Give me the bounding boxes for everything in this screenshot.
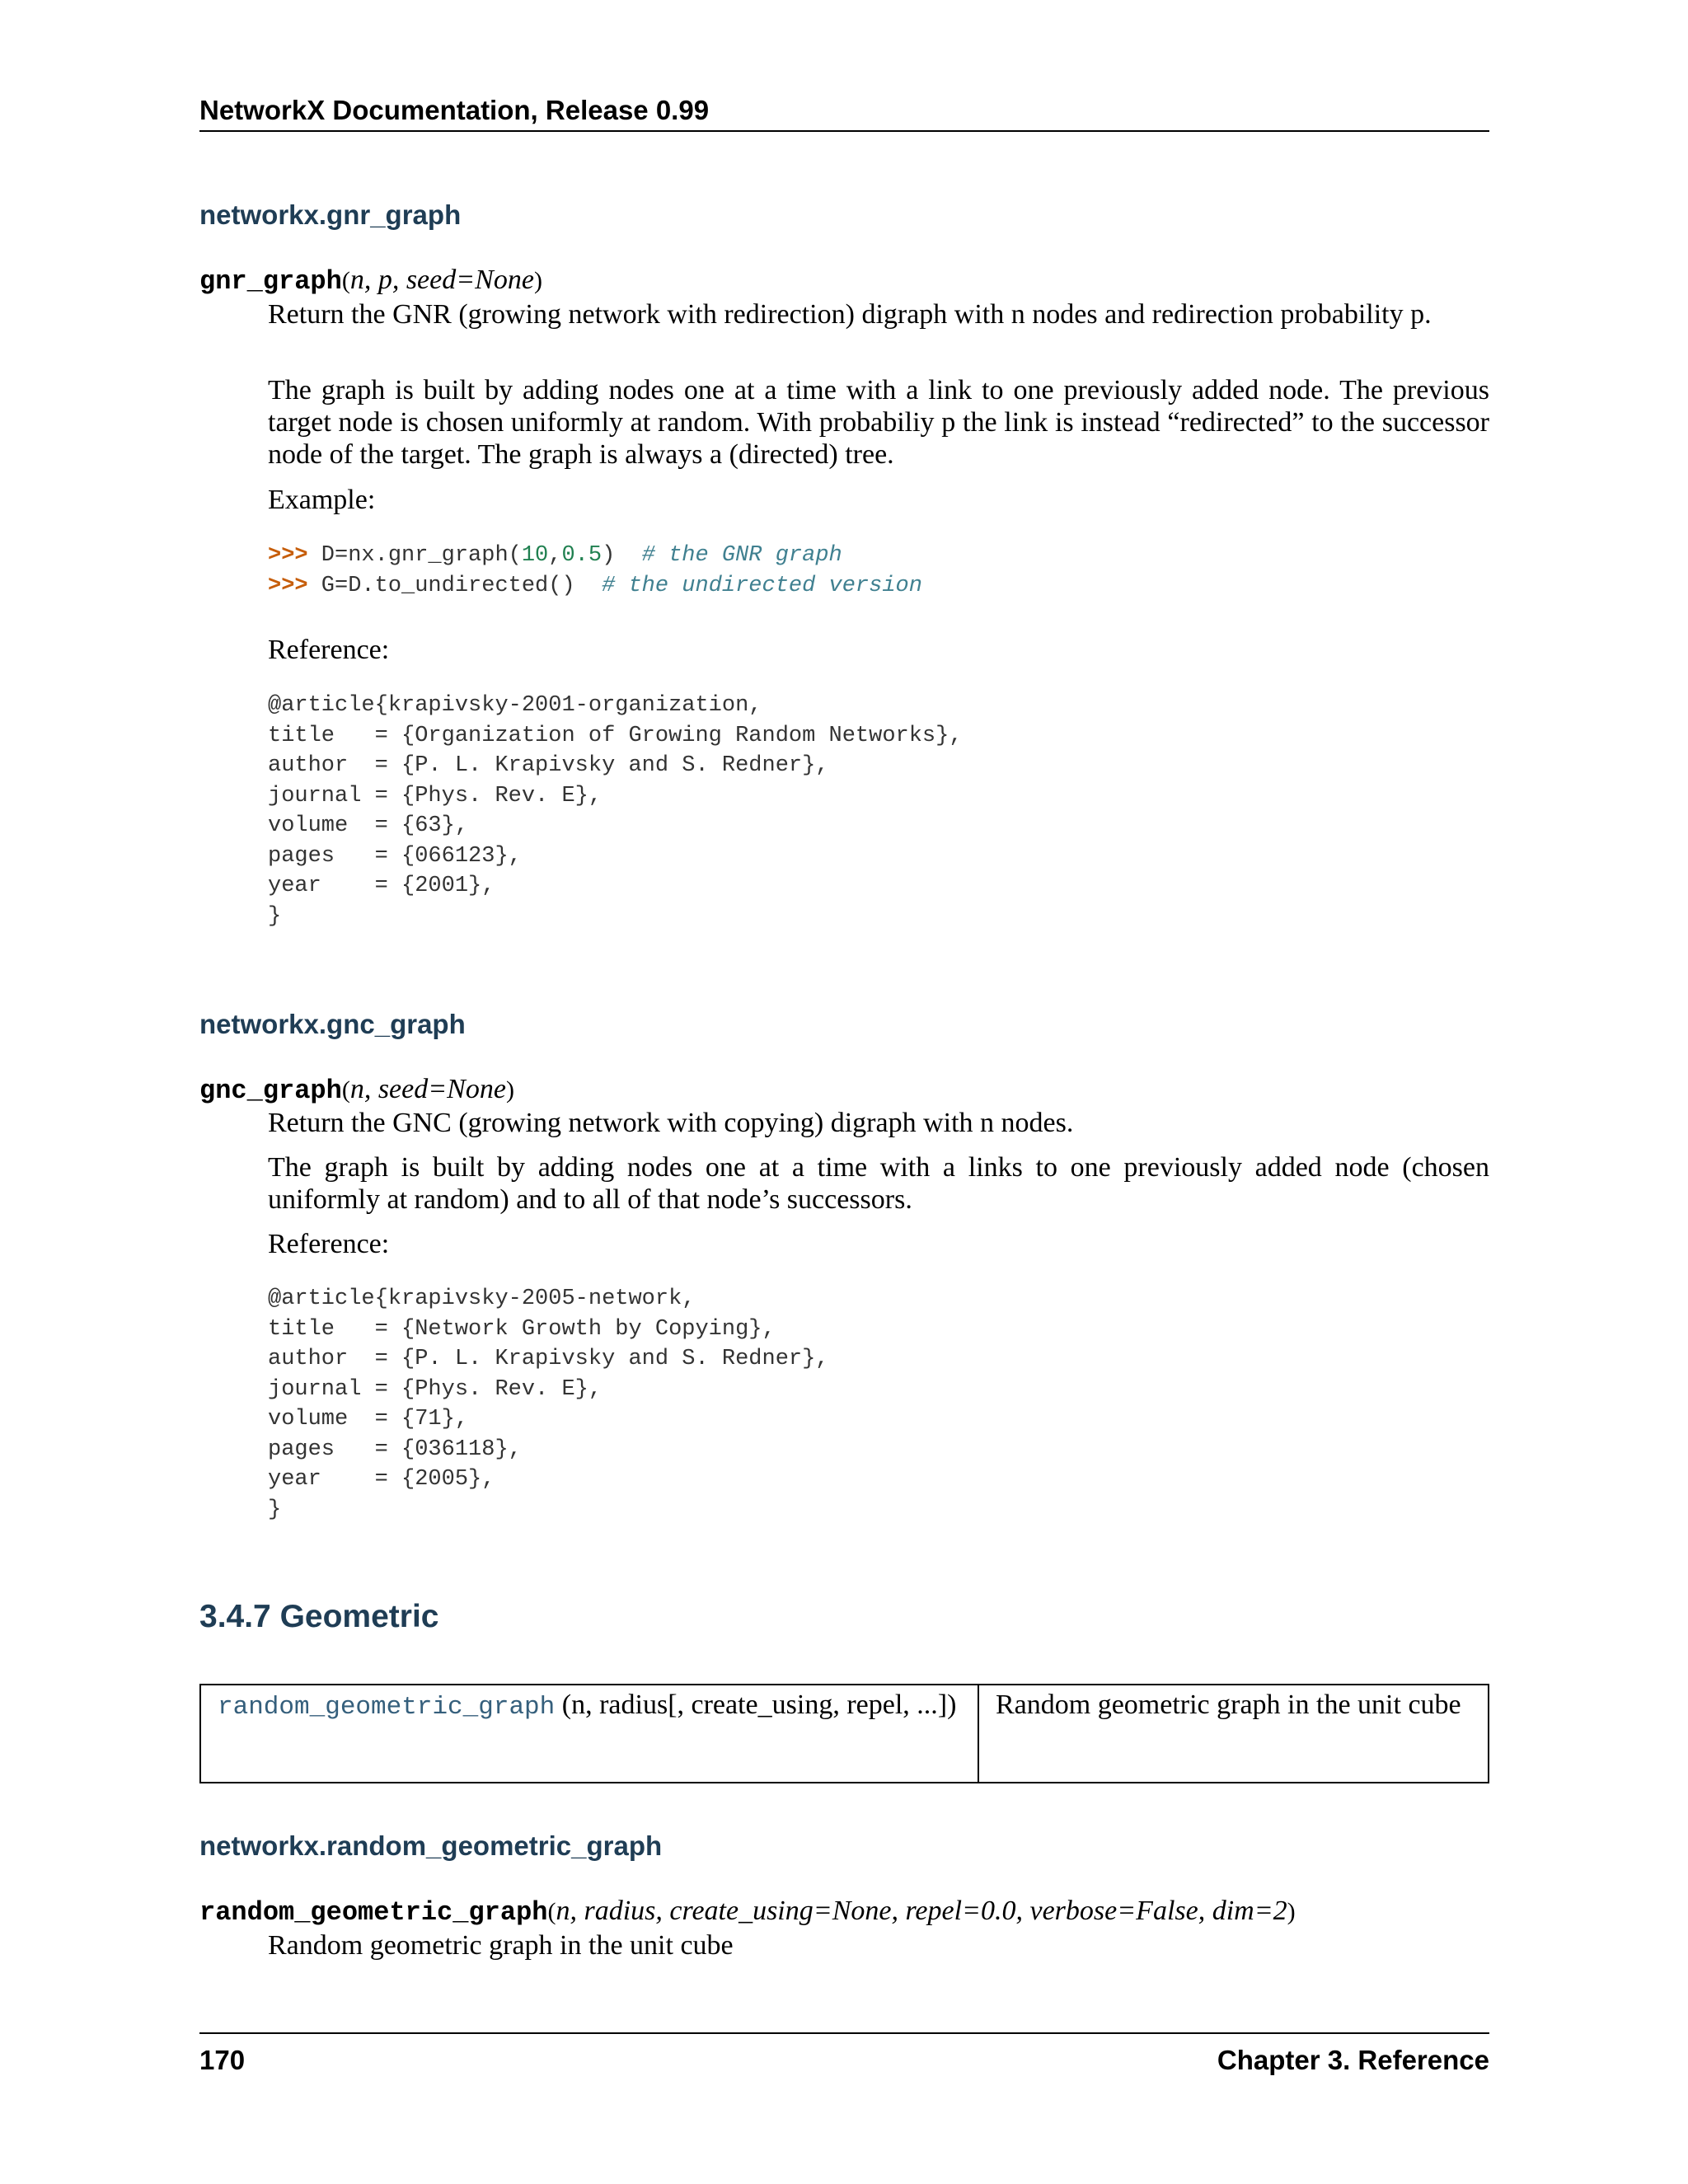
code-line: title = {Network Growth by Copying}, — [268, 1316, 776, 1342]
summary-table — [199, 1684, 1489, 1783]
function-name: gnr_graph — [199, 266, 342, 297]
code-line: @article{krapivsky-2005-network, — [268, 1286, 696, 1311]
code-line: author = {P. L. Krapivsky and S. Redner}, — [268, 1347, 829, 1371]
reference-label: Reference: — [268, 1229, 390, 1259]
summary-table-cell-function — [201, 1685, 979, 1782]
gnr-graph-paragraph: The graph is built by adding nodes one at a time with a link to one previously added node. The previous target node is chosen uniformly at random. With probabiliy p the link is instead “redirected” to the successor node of the target. The graph is always a (directed) tree. — [268, 375, 1489, 470]
code-line: } — [268, 903, 282, 929]
code-line: pages = {066123}, — [268, 843, 522, 869]
code-line: year = {2005}, — [268, 1467, 495, 1492]
function-params: n, p, seed=None — [349, 265, 534, 295]
function-params: n, seed=None — [349, 1074, 506, 1104]
code-line: pages = {036118}, — [268, 1436, 522, 1462]
reference-code-block — [268, 691, 963, 931]
section-heading-geometric: 3.4.7 Geometric — [199, 1599, 439, 1634]
code-line: } — [268, 1497, 282, 1522]
example-code-block — [268, 541, 922, 601]
code-line: author = {P. L. Krapivsky and S. Redner}, — [268, 753, 829, 778]
code-line: year = {2001}, — [268, 874, 495, 898]
function-args: (n, radius[, create_using, repel, ...]) — [555, 1690, 957, 1720]
code-line: journal = {Phys. Rev. E}, — [268, 783, 603, 808]
random-geometric-graph-heading[interactable]: networkx.random_geometric_graph — [199, 1830, 663, 1861]
footer-rule — [199, 2032, 1489, 2034]
gnc-graph-paragraph: The graph is built by adding nodes one at a time with a links to one previously added node (chosen uniformly at random) and to all of that node’s successors. — [268, 1152, 1489, 1215]
code-line: >>> D=nx.gnr_graph(10,0.5) # the GNR graph — [268, 543, 842, 568]
running-header: NetworkX Documentation, Release 0.99 — [199, 92, 1489, 132]
code-line: volume = {71}, — [268, 1407, 469, 1432]
random-geometric-graph-description: Random geometric graph in the unit cube — [268, 1930, 734, 1961]
random-geometric-graph-signature: random_geometric_graph(n, radius, create_using=None, repel=0.0, verbose=False, dim=2) — [199, 1896, 1296, 1928]
gnr-graph-signature: gnr_graph(n, p, seed=None) — [199, 265, 542, 297]
page-number: 170 — [199, 2045, 246, 2075]
reference-label: Reference: — [268, 635, 390, 665]
gnr-graph-heading[interactable]: networkx.gnr_graph — [199, 199, 462, 230]
reference-code-block — [268, 1284, 829, 1525]
example-label: Example: — [268, 485, 376, 515]
function-name: random_geometric_graph — [199, 1897, 548, 1928]
gnc-graph-heading[interactable]: networkx.gnc_graph — [199, 1009, 466, 1039]
gnr-graph-description: Return the GNR (growing network with redirection) digraph with n nodes and redirection probability p. — [268, 299, 1432, 330]
code-line: title = {Organization of Growing Random Networks}, — [268, 723, 963, 748]
code-line: @article{krapivsky-2001-organization, — [268, 693, 762, 718]
chapter-title: Chapter 3. Reference — [1217, 2045, 1489, 2075]
code-line: journal = {Phys. Rev. E}, — [268, 1376, 603, 1402]
gnc-graph-description: Return the GNC (growing network with copying) digraph with n nodes. — [268, 1108, 1074, 1138]
code-line: volume = {63}, — [268, 813, 469, 838]
code-line: >>> G=D.to_undirected() # the undirected version — [268, 573, 922, 598]
gnc-graph-signature: gnc_graph(n, seed=None) — [199, 1074, 514, 1106]
random-geometric-graph-link[interactable]: random_geometric_graph — [218, 1693, 556, 1722]
function-params: n, radius, create_using=None, repel=0.0, verbose=False, dim=2 — [556, 1896, 1287, 1926]
summary-table-cell-description: Random geometric graph in the unit cube — [996, 1690, 1461, 1720]
function-name: gnc_graph — [199, 1076, 342, 1106]
